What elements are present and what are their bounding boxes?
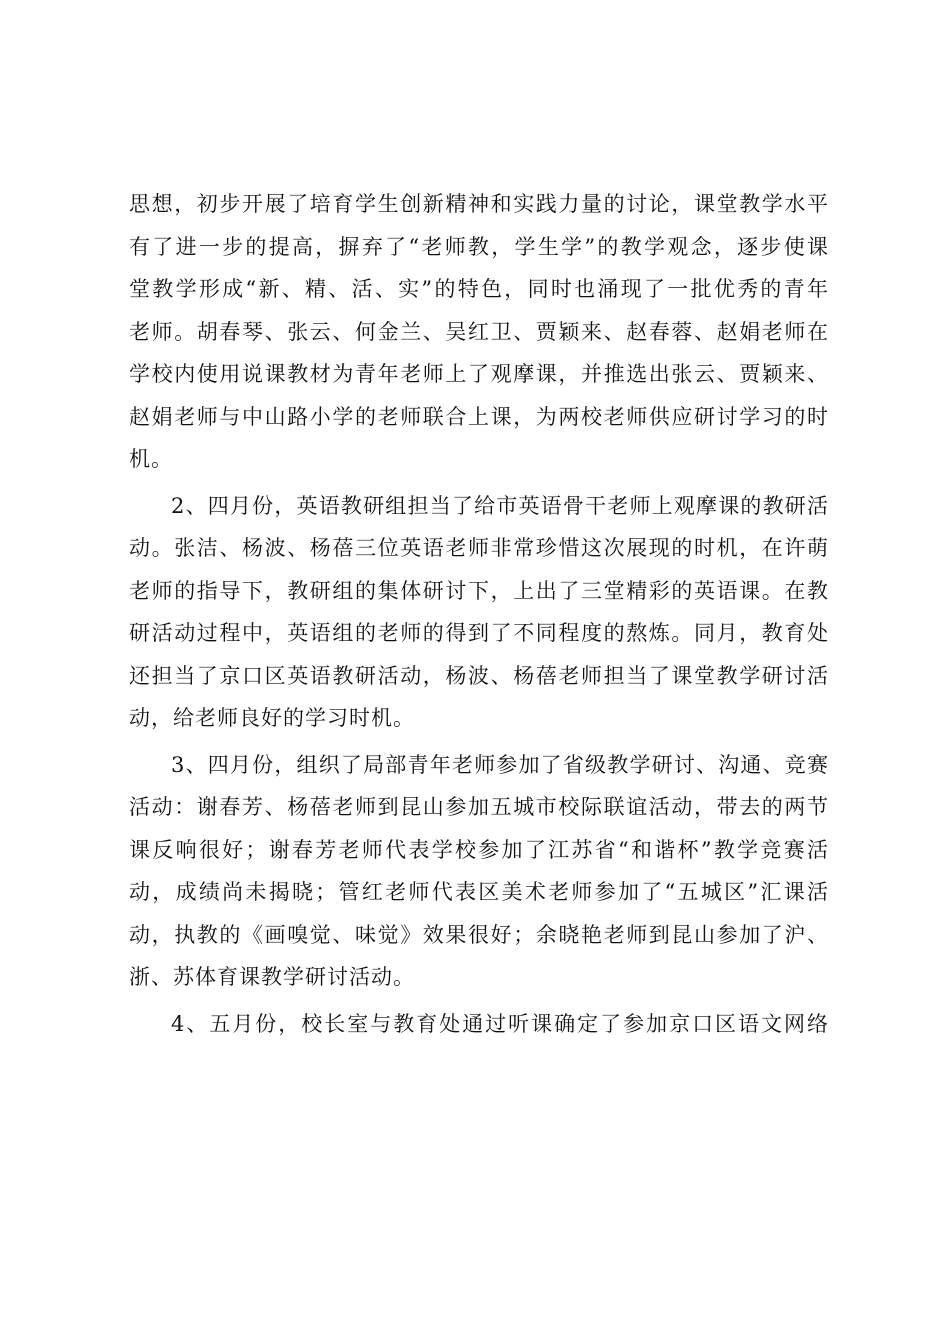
text-line: 研活动过程中，英语组的老师的得到了不同程度的熬炼。同月，教育处 bbox=[129, 621, 829, 645]
paragraph-item-3 bbox=[129, 744, 829, 999]
paragraph-item-2 bbox=[129, 485, 829, 740]
text-line: 2、四月份，英语教研组担当了给市英语骨干老师上观摩课的教研活 bbox=[171, 493, 829, 518]
paragraph-continuation bbox=[129, 183, 829, 481]
text-line: 动。张洁、杨波、杨蓓三位英语老师非常珍惜这次展现的时机，在许萌 bbox=[129, 536, 829, 560]
text-line: 思想，初步开展了培育学生创新精神和实践力量的讨论，课堂教学水平 bbox=[129, 192, 829, 216]
text-line: 堂教学形成“新、精、活、实”的特色，同时也涌现了一批优秀的青年 bbox=[129, 277, 829, 301]
text-line: 老师。胡春琴、张云、何金兰、吴红卫、贾颖来、赵春蓉、赵娟老师在 bbox=[129, 319, 829, 344]
text-line: 有了进一步的提高，摒弃了“老师教，学生学”的教学观念，逐步使课 bbox=[129, 234, 829, 259]
text-line: 课反响很好；谢春芳老师代表学校参加了江苏省“和谐杯”教学竞赛活 bbox=[129, 837, 829, 862]
text-line: 动，成绩尚未揭晓；管红老师代表区美术老师参加了“五城区”汇课活 bbox=[129, 880, 829, 904]
text-line: 机。 bbox=[129, 447, 173, 471]
text-line: 4、五月份，校长室与教育处通过听课确定了参加京口区语文网络 bbox=[171, 1011, 829, 1036]
text-line: 3、四月份，组织了局部青年老师参加了省级教学研讨、沟通、竞赛 bbox=[171, 752, 829, 777]
text-line: 还担当了京口区英语教研活动，杨波、杨蓓老师担当了课堂教学研讨活 bbox=[129, 663, 829, 688]
text-line: 浙、苏体育课教学研讨活动。 bbox=[129, 965, 415, 989]
document-body bbox=[129, 183, 829, 1045]
paragraph-item-4 bbox=[129, 1003, 829, 1046]
text-line: 活动：谢春芳、杨蓓老师到昆山参加五城市校际联谊活动，带去的两节 bbox=[129, 795, 829, 819]
text-line: 老师的指导下，教研组的集体研讨下，上出了三堂精彩的英语课。在教 bbox=[129, 578, 829, 603]
text-line: 赵娟老师与中山路小学的老师联合上课，为两校老师供应研讨学习的时 bbox=[129, 404, 829, 429]
text-line: 动，给老师良好的学习时机。 bbox=[129, 706, 415, 730]
text-line: 学校内使用说课教材为青年老师上了观摩课，并推选出张云、贾颖来、 bbox=[129, 362, 829, 386]
text-line: 动，执教的《画嗅觉、味觉》效果很好；余晓艳老师到昆山参加了沪、 bbox=[129, 922, 829, 947]
